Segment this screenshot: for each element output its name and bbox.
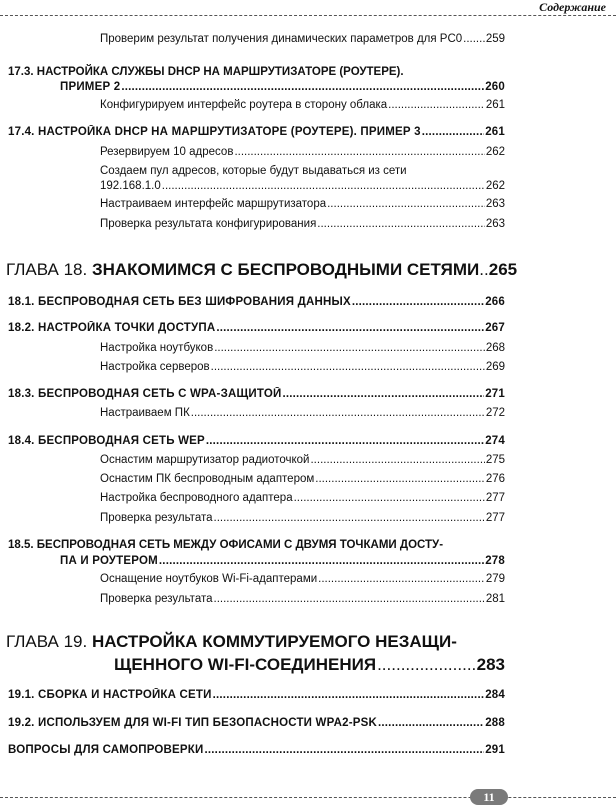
- toc-section: [8, 434, 505, 448]
- toc-section-title-cont: ПРИМЕР 2: [60, 81, 121, 93]
- leader-dots: [388, 98, 485, 112]
- toc-section-page: 260: [485, 81, 505, 93]
- running-header: [0, 0, 616, 16]
- toc-section: [8, 387, 505, 401]
- toc-entry: [100, 98, 505, 112]
- leader-dots: [213, 688, 485, 702]
- toc-entry: [100, 572, 505, 586]
- leader-dots: [206, 434, 484, 448]
- toc-entry-page: 276: [485, 473, 505, 485]
- leader-dots: [378, 716, 484, 730]
- toc-entry-page: 269: [485, 361, 505, 373]
- toc-entry: [100, 217, 505, 231]
- toc-section-page: 284: [485, 689, 505, 701]
- toc-entry-title: Конфигурируем интерфейс роутера в сторону облака: [100, 99, 388, 111]
- leader-dots: [159, 554, 484, 568]
- leader-dots: ..: [479, 260, 489, 279]
- toc-entry: [100, 592, 505, 606]
- leader-dots: [191, 406, 485, 420]
- toc-entry-title: Настройка ноутбуков: [100, 342, 214, 354]
- toc-section-title: 18.4. БЕСПРОВОДНАЯ СЕТЬ WEP: [8, 435, 205, 447]
- toc-entry-page: 263: [485, 198, 505, 210]
- toc-entry: [100, 197, 505, 211]
- toc-section-title: ВОПРОСЫ ДЛЯ САМОПРОВЕРКИ: [8, 744, 204, 756]
- toc-entry-page: 263: [485, 218, 505, 230]
- header-divider: [0, 15, 616, 16]
- toc-section: [8, 688, 505, 702]
- toc-section-title: 19.2. ИСПОЛЬЗУЕМ ДЛЯ WI-FI ТИП БЕЗОПАСНОСТИ WPA2-PSK: [8, 717, 377, 729]
- toc-entry: [100, 511, 505, 525]
- chapter-heading-cont: [114, 655, 505, 675]
- toc-entry-title: Оснастим ПК беспроводным адаптером: [100, 473, 315, 485]
- toc-entry-title: Оснастим маршрутизатор радиоточкой: [100, 454, 310, 466]
- toc-section-title: 19.1. СБОРКА И НАСТРОЙКА СЕТИ: [8, 689, 212, 701]
- toc-section-title: 17.4. НАСТРОЙКА DHCP НА МАРШРУТИЗАТОРЕ (РОУТЕРЕ). ПРИМЕР 3: [8, 126, 421, 138]
- toc-section: [8, 295, 505, 309]
- leader-dots: [377, 655, 476, 675]
- chapter-title-cont: ЩЕННОГО WI-FI-СОЕДИНЕНИЯ: [114, 655, 377, 674]
- chapter-title: ЗНАКОМИМСЯ С БЕСПРОВОДНЫМИ СЕТЯМИ: [91, 260, 480, 279]
- toc-section: [60, 80, 505, 94]
- leader-dots: [317, 217, 485, 231]
- toc-entry: [100, 32, 505, 46]
- toc-entry: [100, 406, 505, 420]
- chapter-page: 265: [488, 260, 518, 279]
- toc-section-title: 18.3. БЕСПРОВОДНАЯ СЕТЬ С WPA-ЗАЩИТОЙ: [8, 388, 282, 400]
- footer-divider: [0, 797, 616, 798]
- leader-dots: [214, 511, 485, 525]
- leader-dots: [211, 360, 485, 374]
- toc-entry: [100, 453, 505, 467]
- toc-entry-title: Проверим результат получения динамических параметров для PC0: [100, 33, 463, 45]
- header-title: Содержание: [539, 0, 606, 14]
- toc-entry-title: Настройка серверов: [100, 361, 210, 373]
- toc-entry: [100, 491, 505, 505]
- toc-entry-page: 279: [485, 573, 505, 585]
- toc-entry-title: Оснащение ноутбуков Wi-Fi-адаптерами: [100, 573, 318, 585]
- leader-dots: [310, 453, 484, 467]
- toc-section-title: 18.2. НАСТРОЙКА ТОЧКИ ДОСТУПА: [8, 322, 216, 334]
- toc-section-page: 267: [485, 322, 505, 334]
- toc-entry-page: 261: [485, 99, 505, 111]
- chapter-heading: [6, 632, 457, 652]
- chapter-heading: [6, 260, 517, 280]
- toc-section: [8, 321, 505, 335]
- page-number-badge: 11: [470, 789, 508, 805]
- toc-entry: [100, 341, 505, 355]
- toc-entry-page: 262: [485, 180, 505, 192]
- toc-entry-title: Проверка результата конфигурирования: [100, 218, 317, 230]
- toc-entry-title: Настраиваем ПК: [100, 407, 190, 419]
- toc-section-page: 278: [485, 555, 505, 567]
- chapter-label: ГЛАВА 19.: [6, 632, 88, 651]
- toc-entry: [100, 360, 505, 374]
- chapter-label: ГЛАВА 18.: [6, 260, 88, 279]
- toc-section: [8, 716, 505, 730]
- leader-dots: [318, 572, 485, 586]
- toc-section: [8, 743, 505, 757]
- leader-dots: [327, 197, 485, 211]
- toc-entry: [100, 145, 505, 159]
- toc-section: [8, 125, 505, 139]
- toc-entry-title: Создаем пул адресов, которые будут выдаваться из сети: [100, 165, 407, 177]
- toc-entry-page: 277: [485, 512, 505, 524]
- leader-dots: [204, 743, 484, 757]
- toc-entry-title: Настраиваем интерфейс маршрутизатора: [100, 198, 327, 210]
- leader-dots: [216, 321, 484, 335]
- chapter-title: НАСТРОЙКА КОММУТИРУЕМОГО НЕЗАЩИ-: [91, 632, 457, 651]
- toc-entry-page: 281: [485, 593, 505, 605]
- toc-entry-page: 277: [485, 492, 505, 504]
- toc-section-page: 274: [485, 435, 505, 447]
- toc-entry-page: 272: [485, 407, 505, 419]
- toc-entry: [100, 179, 505, 193]
- toc-section-title: 18.1. БЕСПРОВОДНАЯ СЕТЬ БЕЗ ШИФРОВАНИЯ ДАННЫХ: [8, 296, 351, 308]
- toc-section-page: 261: [485, 126, 505, 138]
- toc-section-page: 291: [485, 744, 505, 756]
- toc-section-title-cont: ПА И РОУТЕРОМ: [60, 555, 158, 567]
- toc-entry-page: 259: [485, 33, 505, 45]
- leader-dots: [162, 179, 485, 193]
- toc-entry-page: 268: [485, 342, 505, 354]
- toc-section-title: 18.5. БЕСПРОВОДНАЯ СЕТЬ МЕЖДУ ОФИСАМИ С ДВУМЯ ТОЧКАМИ ДОСТУ-: [8, 539, 444, 551]
- leader-dots: [282, 387, 484, 401]
- toc-section-page: 266: [485, 296, 505, 308]
- toc-section-page: 271: [485, 388, 505, 400]
- leader-dots: [352, 295, 484, 309]
- leader-dots: [463, 32, 485, 46]
- leader-dots: [214, 341, 485, 355]
- toc-entry-page: 275: [485, 454, 505, 466]
- leader-dots: [214, 592, 485, 606]
- toc-entry-title: Проверка результата: [100, 512, 213, 524]
- leader-dots: [315, 472, 485, 486]
- toc-entry-title: Проверка результата: [100, 593, 213, 605]
- toc-section: [60, 554, 505, 568]
- toc-section-page: 288: [485, 717, 505, 729]
- toc-entry: [100, 472, 505, 486]
- toc-section-title: 17.3. НАСТРОЙКА СЛУЖБЫ DHCP НА МАРШРУТИЗАТОРЕ (РОУТЕРЕ).: [8, 66, 404, 78]
- leader-dots: [234, 145, 484, 159]
- toc-entry-title: Резервируем 10 адресов: [100, 146, 234, 158]
- chapter-page: 283: [476, 655, 505, 674]
- leader-dots: [294, 491, 485, 505]
- toc-entry-title: Настройка беспроводного адаптера: [100, 492, 293, 504]
- toc-entry-page: 262: [485, 146, 505, 158]
- leader-dots: [422, 125, 484, 139]
- leader-dots: [121, 80, 484, 94]
- toc-entry-title-cont: 192.168.1.0: [100, 180, 161, 192]
